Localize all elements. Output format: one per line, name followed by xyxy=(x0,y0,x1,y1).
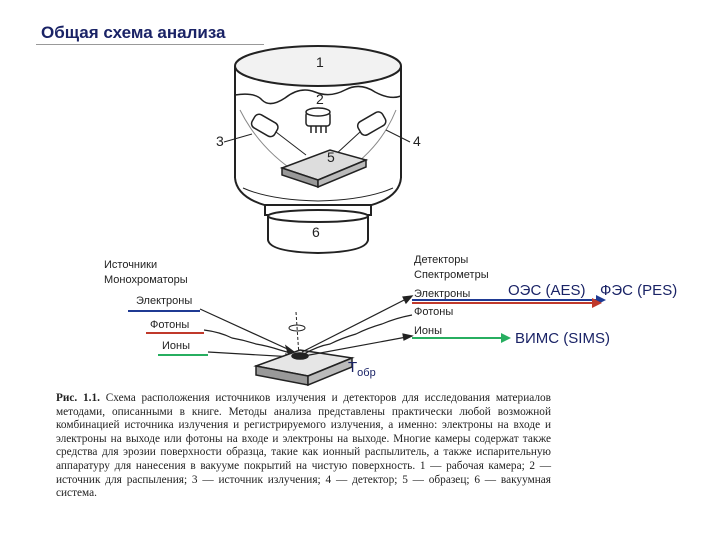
sputter-source xyxy=(306,108,330,133)
detector xyxy=(335,110,388,155)
label-5: 5 xyxy=(327,149,335,165)
sample-temp-main: T xyxy=(348,359,358,376)
sample-temp-label xyxy=(348,359,376,379)
label-detectors: Детекторы xyxy=(414,254,469,266)
label-sources: Источники xyxy=(104,259,158,271)
label-3: 3 xyxy=(216,133,224,149)
label-6: 6 xyxy=(312,224,320,240)
label-in-photons: Фотоны xyxy=(150,319,190,331)
vacuum-chamber xyxy=(235,46,401,253)
label-1: 1 xyxy=(316,54,324,70)
method-sims: ВИМС (SIMS) xyxy=(515,330,610,347)
label-in-electrons: Электроны xyxy=(136,295,193,307)
label-spectrometers: Спектрометры xyxy=(414,269,489,281)
caption-lead: Рис. 1.1. xyxy=(56,392,100,404)
label-monochromators: Монохроматоры xyxy=(104,274,188,286)
label-out-photons: Фотоны xyxy=(414,306,454,318)
outgoing-beams xyxy=(302,296,412,356)
sample-temp-sub: обр xyxy=(357,367,376,379)
figure-caption xyxy=(56,392,551,501)
label-2: 2 xyxy=(316,91,324,107)
page-title: Общая схема анализа xyxy=(41,23,226,42)
chamber-sample xyxy=(282,150,366,187)
label-4: 4 xyxy=(413,133,421,149)
label-in-ions: Ионы xyxy=(162,340,191,352)
label-out-electrons: Электроны xyxy=(414,288,471,300)
caption-text: Схема расположения источников излучения и детекторов для исследования материалов методами, описанными в книге. Методы анализа представлены практически любой возможной комбинацией источника излучения и регистрируемого излучения, а именно: электроны на входе и электроны на выходе или фотоны на входе и электроны на выходе. Многие камеры содержат также средства для эрозии поверхности образца, такие как ионный распылитель, а также испарительную аппаратуру для нанесения в вакууме покрытий на чистую поверхность. 1 — рабочая камера; 2 — источник для распыления; 3 — источник излучения; 4 — детектор; 5 — образец; 6 — вакуумная система. xyxy=(56,392,551,500)
incoming-beams xyxy=(200,309,294,360)
method-aes: ОЭС (AES) xyxy=(508,282,586,299)
method-pes: ФЭС (PES) xyxy=(600,282,678,299)
radiation-source xyxy=(250,112,306,155)
label-out-ions: Ионы xyxy=(414,325,443,337)
